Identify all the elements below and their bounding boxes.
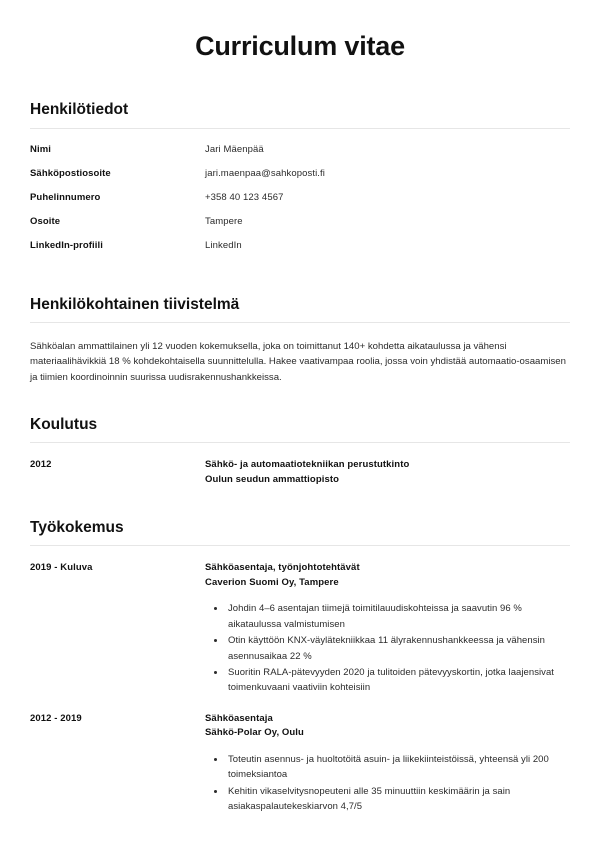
section-heading-personal-details: Henkilötiedot <box>30 101 129 119</box>
section-divider <box>30 322 570 323</box>
personal-value-linkedin[interactable]: LinkedIn <box>205 239 242 251</box>
list-item: • Toteutin asennus- ja huoltotöitä asuin- ja liikekiinteistöissä, yhteensä yli 200 toimeksiantoa <box>226 752 570 783</box>
work-entry-bullets <box>205 752 570 815</box>
personal-value-name: Jari Mäenpää <box>205 143 264 155</box>
work-entry-date: 2019 - Kuluva <box>30 561 93 573</box>
personal-label-linkedin: LinkedIn-profiili <box>30 239 103 251</box>
section-heading-personal-summary: Henkilökohtainen tiivistelmä <box>30 295 240 313</box>
section-divider <box>30 545 570 546</box>
section-heading-work-experience: Työkokemus <box>30 518 124 536</box>
section-work-experience <box>30 518 570 816</box>
list-item: • Kehitin vikaselvitysnopeuteni alle 35 minuuttiin keskimäärin ja sain asiakaspalautekeskiarvon 4,7/5 <box>226 784 570 815</box>
section-education <box>30 415 570 488</box>
personal-label-email: Sähköpostiosoite <box>30 167 111 179</box>
section-personal-details <box>30 100 570 263</box>
personal-value-phone: +358 40 123 4567 <box>205 191 284 203</box>
personal-details-table <box>30 144 570 264</box>
personal-value-address: Tampere <box>205 215 243 227</box>
work-entry-organization: Sähkö-Polar Oy, Oulu <box>205 727 304 739</box>
personal-value-email: jari.maenpaa@sahkoposti.fi <box>205 167 325 179</box>
work-entry-body <box>205 561 570 697</box>
personal-summary-text: Sähköalan ammattilainen yli 12 vuoden kokemuksella, joka on toimittanut 140+ kohdetta aikataulussa ja vähensi materiaalihävikkiä 18 % kohdekohtaisella suunnittelulla. Hakee vaativampaa roolia, jossa voin yhdistää automaatio-osaamisen ja tiimien koordinoinnin suurissa uudisrakennushankkeissa. <box>30 340 566 383</box>
work-entry-title: Sähköasentaja, työnjohtotehtävät <box>205 561 360 573</box>
section-divider <box>30 128 570 129</box>
work-entry-title: Sähköasentaja <box>205 712 273 724</box>
personal-label-phone: Puhelinnumero <box>30 191 101 203</box>
education-entry-date: 2012 <box>30 459 52 471</box>
table-row <box>30 168 570 192</box>
education-entry-body <box>205 458 570 487</box>
table-row <box>30 216 570 240</box>
work-entry <box>30 712 570 816</box>
work-entry-date: 2012 - 2019 <box>30 712 82 724</box>
education-entry <box>30 458 570 487</box>
work-entry-bullets <box>205 601 570 695</box>
section-personal-summary <box>30 295 570 386</box>
list-item: • Johdin 4–6 asentajan tiimejä toimitilauudiskohteissa ja saavutin 96 % aikataulussa valmistumisen <box>226 601 570 632</box>
table-row <box>30 240 570 264</box>
list-item: • Otin käyttöön KNX-väylätekniikkaa 11 älyrakennushankkeessa ja vähensin asennusaikaa 22 % <box>226 633 570 664</box>
table-row <box>30 192 570 216</box>
personal-label-name: Nimi <box>30 143 51 155</box>
page-title: Curriculum vitae <box>195 31 405 61</box>
section-heading-education: Koulutus <box>30 416 98 434</box>
work-entry-organization: Caverion Suomi Oy, Tampere <box>205 576 339 588</box>
section-divider <box>30 442 570 443</box>
table-row <box>30 144 570 168</box>
list-item: • Suoritin RALA-pätevyyden 2020 ja tulitoiden pätevyyskortin, jotka laajensivat toimenkuvaani vaativiin kohteisiin <box>226 665 570 696</box>
personal-label-address: Osoite <box>30 215 61 227</box>
education-entry-organization: Oulun seudun ammattiopisto <box>205 474 340 486</box>
work-entry <box>30 561 570 697</box>
education-entry-title: Sähkö- ja automaatiotekniikan perustutkinto <box>205 459 410 471</box>
work-entry-body <box>205 712 570 816</box>
